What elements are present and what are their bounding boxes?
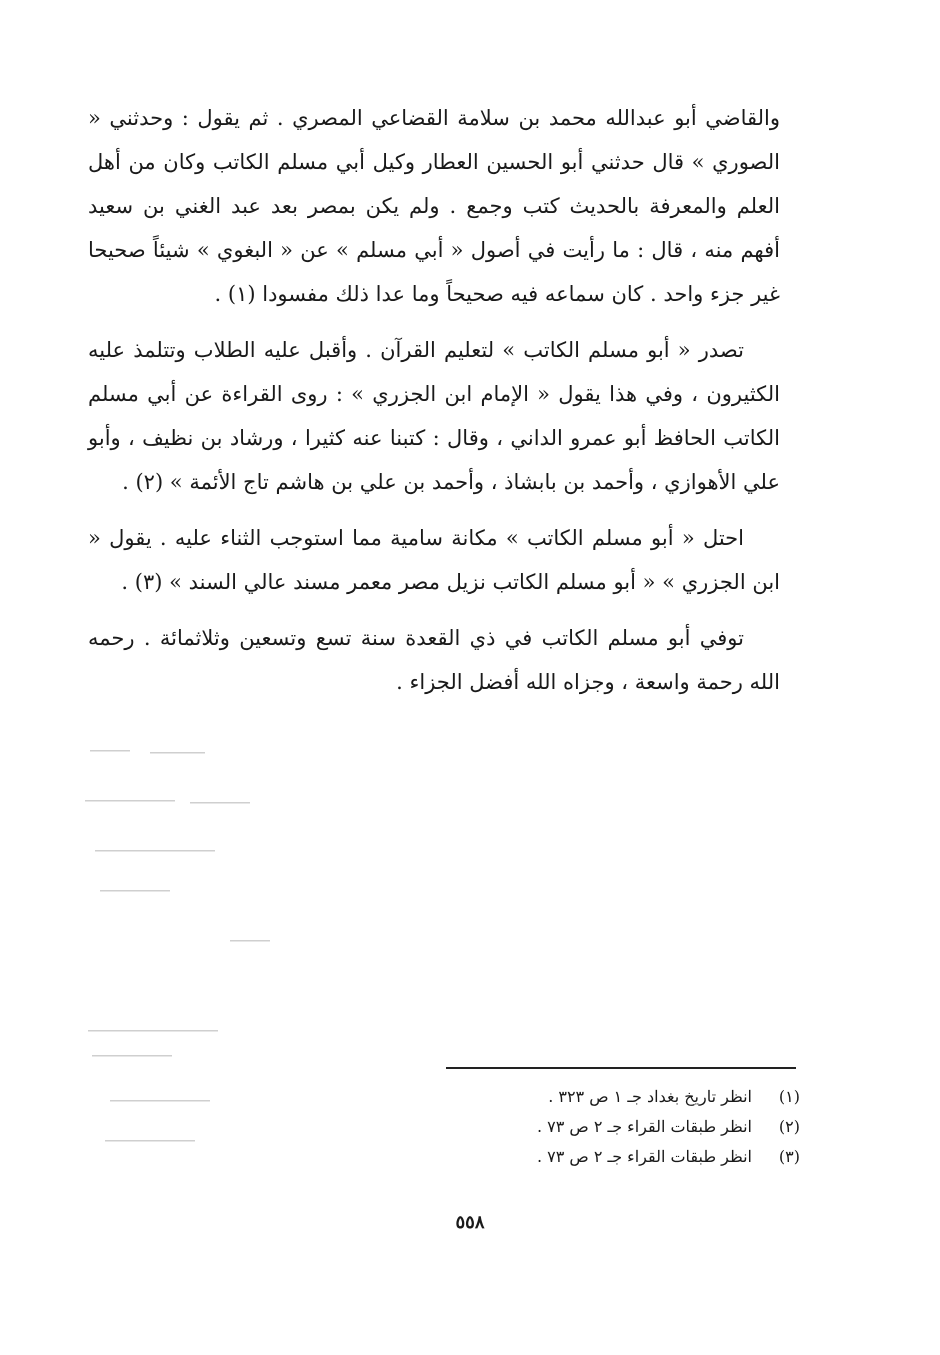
body-text — [88, 96, 780, 704]
footnote-text: انظر طبقات القراء جـ ٢ ص ٧٣ . — [536, 1147, 752, 1166]
paragraph-2: تصدر « أبو مسلم الكاتب » لتعليم القرآن . وأقبل عليه الطلاب وتتلمذ عليه الكثيرون ، وفي هذا يقول « الإمام ابن الجزري » : روى القراءة عن أبي مسلم الكاتب الحافظ أبو عمرو الداني ، وقال : كتبنا عنه كثيرا ، ورشاد بن نظيف ، وأبو علي الأهوازي ، وأحمد بن بابشاذ ، وأحمد بن علي بن هاشم تاج الأئمة » (٢) . — [88, 338, 780, 494]
paragraph-4: توفي أبو مسلم الكاتب في ذي القعدة سنة تسع وتسعين وثلاثمائة . رحمه الله رحمة واسعة ، وجزاه الله أفضل الجزاء . — [88, 626, 780, 694]
footnote-divider — [446, 1067, 796, 1069]
scan-speckle-decoration — [80, 740, 300, 1160]
footnote-number: (٢) — [778, 1117, 800, 1136]
footnote-text: انظر تاريخ بغداد جـ ١ ص ٣٢٣ . — [548, 1087, 752, 1106]
footnote-number: (١) — [778, 1087, 800, 1106]
footnotes — [440, 1082, 800, 1172]
footnote-item — [440, 1142, 800, 1172]
paragraph-3: احتل « أبو مسلم الكاتب » مكانة سامية مما استوجب الثناء عليه . يقول « ابن الجزري » « أبو مسلم الكاتب نزيل مصر معمر مسند عالي السند » (٣) . — [88, 526, 780, 594]
paragraph-1: والقاضي أبو عبدالله محمد بن سلامة القضاعي المصري . ثم يقول : وحدثني « الصوري » قال حدثني أبو الحسين العطار وكيل أبي مسلم الكاتب وكان من أهل العلم والمعرفة بالحديث كتب وجمع . ولم يكن بمصر بعد عبد الغني بن سعيد أفهم منه ، قال : ما رأيت في أصول « أبي مسلم » عن « البغوي » شيئاً صحيحا غير جزء واحد . كان سماعه فيه صحيحاً وما عدا ذلك مفسودا (١) . — [88, 106, 780, 306]
footnote-item — [440, 1082, 800, 1112]
footnote-number: (٣) — [778, 1147, 800, 1166]
page-number: ٥٥٨ — [455, 1212, 485, 1233]
footnote-text: انظر طبقات القراء جـ ٢ ص ٧٣ . — [536, 1117, 752, 1136]
footnote-item — [440, 1112, 800, 1142]
